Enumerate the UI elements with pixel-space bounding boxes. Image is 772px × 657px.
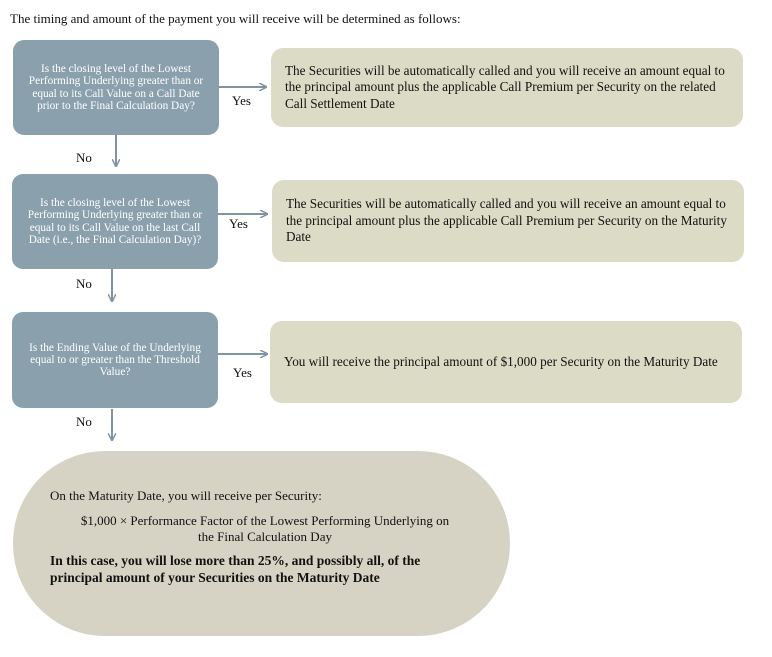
final-intro-text: On the Maturity Date, you will receive per Security: bbox=[50, 488, 322, 503]
question-2-text: Is the closing level of the Lowest Performing Underlying greater than or equal to its Call Value on the last Call Date (i.e., the Final Calculation Day)? bbox=[27, 197, 203, 246]
question-box-2 bbox=[12, 174, 218, 269]
yes-label-2: Yes bbox=[229, 216, 248, 231]
result-3-text: You will receive the principal amount of $1,000 per Security on the Maturity Date bbox=[284, 353, 718, 369]
question-box-1 bbox=[13, 40, 219, 135]
no-label-1: No bbox=[76, 150, 92, 165]
no-label-2: No bbox=[76, 276, 92, 291]
result-2-text: The Securities will be automatically called and you will receive an amount equal to the principal amount plus the applicable Call Premium per Security on the Maturity Date bbox=[286, 196, 727, 245]
result-box-3 bbox=[270, 321, 742, 403]
result-box-1 bbox=[271, 48, 743, 127]
final-warning-text: In this case, you will lose more than 25%, and possibly all, of the principal amount of your Securities on the Maturity Date bbox=[50, 553, 421, 585]
yes-label-1: Yes bbox=[232, 93, 251, 108]
intro-text: The timing and amount of the payment you will receive will be determined as follows: bbox=[10, 11, 461, 26]
result-box-2 bbox=[272, 180, 744, 262]
question-3-text: Is the Ending Value of the Underlying equal to or greater than the Threshold Value? bbox=[29, 341, 201, 379]
question-1-text: Is the closing level of the Lowest Performing Underlying greater than or equal to its Call Value on a Call Date prior to the Final Calculation Day? bbox=[28, 63, 204, 112]
final-formula-text: $1,000 × Performance Factor of the Lowest Performing Underlying on the Final Calculation Day bbox=[80, 513, 450, 544]
yes-label-3: Yes bbox=[233, 365, 252, 380]
result-1-text: The Securities will be automatically called and you will receive an amount equal to the principal amount plus the applicable Call Premium per Security on the related Call Settlement Date bbox=[285, 62, 725, 111]
question-box-3 bbox=[12, 312, 218, 408]
no-label-3: No bbox=[76, 414, 92, 429]
